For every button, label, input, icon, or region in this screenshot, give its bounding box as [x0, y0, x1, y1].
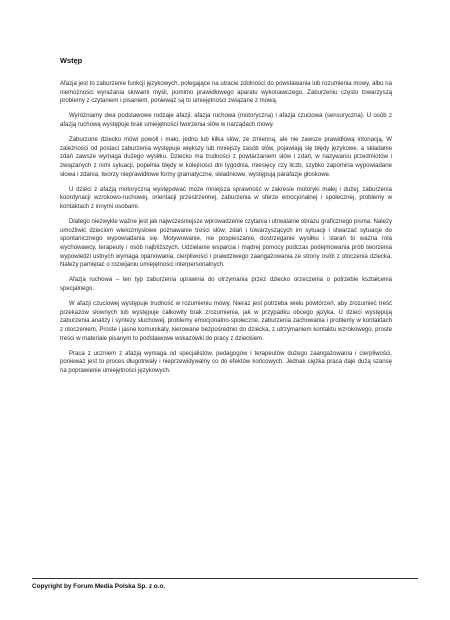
footer-divider	[32, 578, 418, 579]
paragraph: Praca z uczniem z afazją wymaga od specjalistów, pedagogów i terapeutów dużego zaangażowania i cierpliwości, ponieważ jest to proces długotrwały i nieprzewidywalny co do efektów końcowych. Jednak ciężka praca daje dużą szansę na poprawienie umiejętności językowych.	[60, 350, 392, 374]
paragraph: Afazja ruchowa – ten typ zaburzenia uprawnia do otrzymania przez dziecko orzeczenia o potrzebie kształcenia specjalnego.	[60, 277, 392, 292]
paragraph: Afazja jest to zaburzenie funkcji językowych, polegające na utracie zdolności do powstawania lub rozumienia mowy, albo na niemożności wyrażania słowami myśli, pomimo prawidłowego aparatu wykonawczego. Zaburzeniu często towarzyszą problemy z czytaniem i pisaniem, ponieważ są to umiejętności związane z mową.	[60, 81, 392, 105]
copyright-footer: Copyright by Forum Media Polska Sp. z o.o.	[32, 583, 166, 590]
paragraph: W afazji czuciowej występuje trudność w rozumieniu mowy. Nieraz jest potrzeba wielu powtórzeń, aby zrozumieć treść przekazów słownych lub występuje całkowity brak zrozumienia, jak w przypadku obcego języka. U dzieci występują zaburzenia analizy i syntezy słuchowej, problemy emocjonalno-społeczne, zaburzenia zachowania i problemy w kontaktach z otoczeniem. Proste i jasne komunikaty, kierowane bezpośrednio do dziecka, z utrzymaniem kontaktu wzrokowego, proste treści w materiale pisanym to podstawowe wskazówki do pracy z dzieckiem.	[60, 300, 392, 342]
paragraph: Wyróżniamy dwa podstawowe rodzaje afazji: afazja ruchowa (motoryczna) i afazja czuciowa (sensoryczna). U osób z afazją ruchową występuje brak umiejętności tworzenia słów w narządach mowy.	[60, 113, 392, 128]
paragraph: U dzieci z afazją motoryczną występować może mniejsza sprawność w zakresie motoryki małej i dużej, zaburzenia koordynacji wzrokowo-ruchowej, orientacji przestrzennej, zaburzenia w sferze emocjonalnej i społecznej, problemy w kontaktach z innymi osobami.	[60, 186, 392, 210]
section-title: Wstęp	[60, 56, 83, 65]
paragraph: Zaburzone dziecko mówi powoli i mało, jedno lub kilka słów, ze zmienną, ale nie zawsze prawidłową intonacją. W zależności od postaci zaburzenia występuje większy lub mniejszy zasób słów, pojawiają się błędy językowe, a składanie zdań zawsze wymaga dużego wysiłku. Dziecko ma trudności z powtarzaniem słów i zdań, w nazywaniu przedmiotów i związanych z nimi sytuacji, popełnia błędy w kolejności dni tygodnia, miesięcy czy liczb, szybko zapomina wypowiadane słowa i zdania, tworzy nieprawidłowe formy gramatyczne, składniowe, występują parafazje głoskowe.	[60, 136, 392, 178]
body-text	[60, 80, 392, 382]
paragraph: Dlatego niezwykle ważne jest jak najwcześniejsze wprowadzenie czytania i utrwalanie obrazu graficznego pisma. Należy umożliwić dzieciom wielozmysłowe poznawanie treści słów, zdań i towarzyszących im sytuacji i stwarzać sytuacje do spontanicznego wypowiadania się. Motywowanie, nie pospieszanie, dostrzeganie wysiłku i starań to ważna rola wychowawcy, terapeuty i osób najbliższych. Udzielanie wsparcia i mądrej pomocy podczas podejmowania prób tworzenia wypowiedzi ustnych wymaga opanowania, cierpliwości i prawdziwego zaangażowania ze strony osób z otoczenia dziecka. Należy pamiętać o rozwijaniu umiejętności interpersonalnych.	[60, 218, 392, 269]
